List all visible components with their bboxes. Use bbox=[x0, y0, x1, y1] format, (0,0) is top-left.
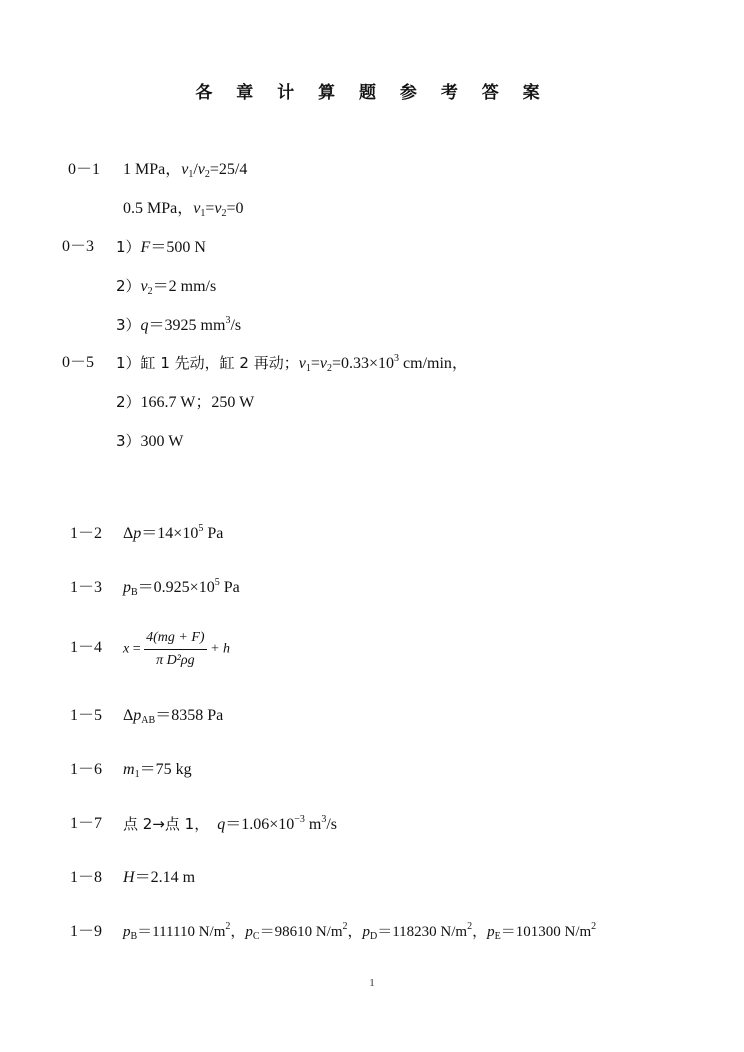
problem-number: 1－9 bbox=[70, 923, 103, 940]
problem-number: 1－2 bbox=[70, 525, 103, 542]
problem-number: 1－4 bbox=[70, 639, 103, 656]
answer-text: $p_B=111110$ $N/m^2$，$p_C=98610$ $N/m^2$，$p_D=118230$ $N/m^2$，$p_E=101300$ $N/m^2$ bbox=[123, 921, 597, 942]
answer-text: 2）166.7 W；250 W bbox=[116, 393, 255, 411]
page-title: 各 章 计 算 题 参 考 答 案 bbox=[195, 83, 549, 103]
answer-text: 1 MPa，$v_1/v_2=25/4$ bbox=[123, 161, 248, 180]
answer-text: 1）缸 1 先动，缸 2 再动；$v_1=v_2=0.33\times 10^3$ cm/min， bbox=[116, 353, 468, 374]
answer-text: $p_B=0.925\times 10^5$ Pa bbox=[123, 577, 240, 598]
answer-text: $\Delta p_{AB}=8358$ Pa bbox=[123, 707, 224, 726]
answer-text: $m_1=75$ kg bbox=[123, 761, 192, 780]
page-number: 1 bbox=[369, 977, 375, 989]
fraction: $\frac{4(mg + F)}{\text{π D²ρg}}$ bbox=[146, 630, 205, 668]
answer-text: 3）q＝3925 $mm^3/s$ bbox=[116, 315, 242, 334]
problem-number: 1－3 bbox=[70, 579, 103, 596]
problem-number: 1－6 bbox=[70, 761, 103, 778]
answer-text: $\Delta p=14\times 10^5$ Pa bbox=[123, 523, 224, 542]
problem-number: 1－5 bbox=[70, 707, 103, 724]
answer-text: H＝2.14 m bbox=[123, 869, 196, 886]
answer-text: 3）300 W bbox=[116, 432, 184, 450]
problem-number: 0－5 bbox=[62, 354, 95, 371]
problem-number: 1－7 bbox=[70, 815, 103, 832]
problem-number: 0－3 bbox=[62, 238, 95, 255]
answer-text: 0.5 MPa，$v_1=v_2=0$ bbox=[123, 200, 244, 219]
formula-1-4: x = $\frac{4(mg + F)}{\text{π D²ρg}}$ + h bbox=[123, 628, 230, 671]
problem-number: 1－8 bbox=[70, 869, 103, 886]
answer-text: 点 2→点 1， $q=1.06\times 10^{-3}$ $m^3/s$ bbox=[123, 814, 337, 833]
answer-text: $2)v_2=2$ mm/s bbox=[116, 277, 217, 297]
answer-text: 1）F＝500 N bbox=[116, 238, 206, 256]
problem-number: 0－1 bbox=[68, 161, 101, 178]
